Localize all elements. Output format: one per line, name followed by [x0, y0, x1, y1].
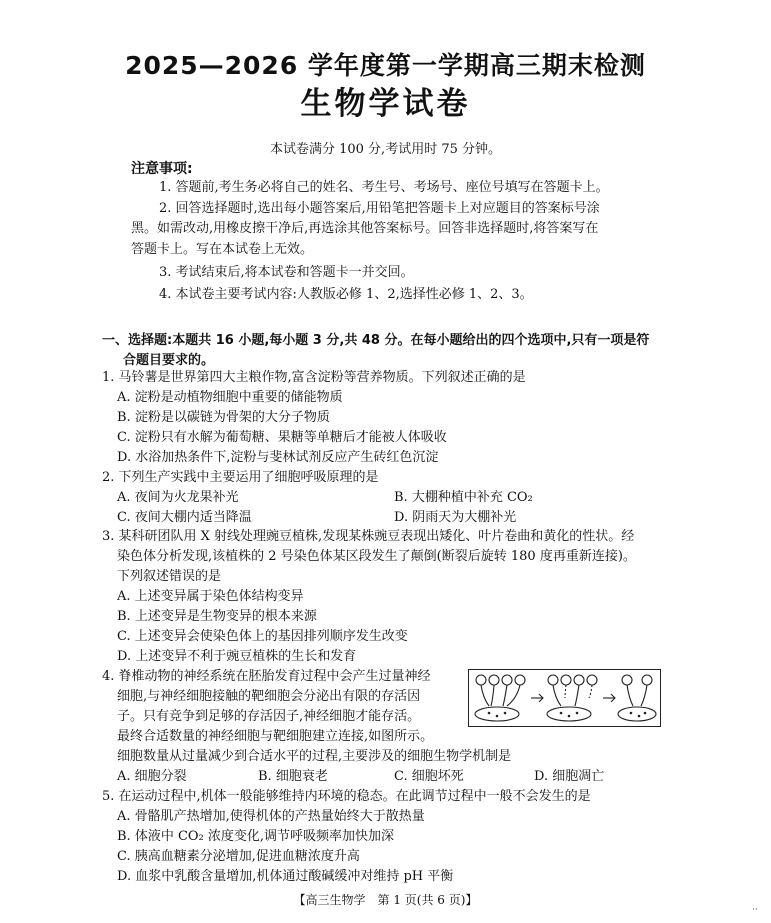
- q3-option-b: B. 上述变异是生物变异的根本来源: [117, 609, 317, 624]
- q1-option-d: D. 水浴加热条件下,淀粉与斐林试剂反应产生砖红色沉淀: [117, 450, 439, 465]
- q3-stem: 3. 某科研团队用 X 射线处理豌豆植株,发现某株豌豆表现出矮化、叶片卷曲和黄化的性状。经: [102, 529, 635, 544]
- section-heading: 一、选择题:本题共 16 小题,每小题 3 分,共 48 分。在每小题给出的四个选项中,只有一项是符: [102, 333, 650, 348]
- q4-stem: 细胞数量从过量减少到合适水平的过程,主要涉及的细胞生物学机制是: [117, 749, 512, 764]
- q1-option-a: A. 淀粉是动植物细胞中重要的储能物质: [117, 390, 343, 405]
- q2-option-c: C. 夜间大棚内适当降温: [117, 510, 252, 525]
- section-heading-cont: 合题目要求的。: [123, 353, 215, 368]
- q4-stem: 4. 脊椎动物的神经系统在胚胎发育过程中会产生过量神经: [102, 669, 431, 684]
- q2-stem: 2. 下列生产实践中主要运用了细胞呼吸原理的是: [102, 470, 379, 485]
- q2-option-a: A. 夜间为火龙果补光: [117, 490, 239, 505]
- q3-option-c: C. 上述变异会使染色体上的基因排列顺序发生改变: [117, 629, 408, 644]
- q4-option-c: C. 细胞坏死: [394, 769, 464, 784]
- page-footer: 【高三生物学 第 1 页(共 6 页)】: [293, 893, 478, 907]
- q2-option-d: D. 阴雨天为大棚补光: [394, 510, 517, 525]
- exam-meta: 本试卷满分 100 分,考试用时 75 分钟。: [269, 142, 502, 157]
- q1-option-b: B. 淀粉是以碳链为骨架的大分子物质: [117, 410, 330, 425]
- q3-stem: 下列叙述错误的是: [117, 569, 222, 584]
- q5-option-b: B. 体液中 CO₂ 浓度变化,调节呼吸频率加快加深: [117, 829, 395, 844]
- q5-stem: 5. 在运动过程中,机体一般能够维持内环境的稳态。在此调节过程中一般不会发生的是: [102, 789, 591, 804]
- exam-title-line1: 2025—2026 学年度第一学期高三期末检测: [125, 51, 646, 80]
- notice-line: 4. 本试卷主要考试内容:人教版必修 1、2,选择性必修 1、2、3。: [159, 287, 533, 302]
- notice-line: 黑。如需改动,用橡皮擦干净后,再选涂其他答案标号。回答非选择题时,将答案写在: [131, 221, 599, 236]
- q4-stem: 细胞,与神经细胞接触的靶细胞会分泌出有限的存活因: [117, 689, 421, 704]
- q5-option-a: A. 骨骼肌产热增加,使得机体的产热量始终大于散热量: [117, 809, 425, 824]
- notice-line: 答题卡上。写在本试卷上无效。: [131, 242, 314, 257]
- notice-line: 1. 答题前,考生务必将自己的姓名、考生号、考场号、座位号填写在答题卡上。: [159, 180, 609, 195]
- notice-line: 2. 回答选择题时,选出每小题答案后,用铅笔把答题卡上对应题目的答案标号涂: [159, 201, 600, 216]
- q4-option-a: A. 细胞分裂: [117, 769, 187, 784]
- q3-option-a: A. 上述变异属于染色体结构变异: [117, 589, 304, 604]
- notice-heading: 注意事项:: [131, 161, 193, 177]
- neuron-survival-figure: [468, 669, 661, 727]
- q5-option-c: C. 胰高血糖素分泌增加,促进血糖浓度升高: [117, 849, 360, 864]
- q4-stem: 最终合适数量的神经细胞与靶细胞建立连接,如图所示。: [117, 729, 434, 744]
- q1-option-c: C. 淀粉只有水解为葡萄糖、果糖等单糖后才能被人体吸收: [117, 430, 447, 445]
- neuron-figure-graphic: [469, 670, 660, 726]
- q4-option-b: B. 细胞衰老: [258, 769, 328, 784]
- notice-line: 3. 考试结束后,将本试卷和答题卡一并交回。: [159, 265, 414, 280]
- q5-option-d: D. 血浆中乳酸含量增加,机体通过酸碱缓冲对维持 pH 平衡: [117, 869, 454, 884]
- q1-stem: 1. 马铃薯是世界第四大主粮作物,富含淀粉等营养物质。下列叙述正确的是: [102, 370, 526, 385]
- corner-mark: ··: [752, 905, 758, 915]
- q3-option-d: D. 上述变异不利于豌豆植株的生长和发育: [117, 649, 357, 664]
- q3-stem: 染色体分析发现,该植株的 2 号染色体某区段发生了颠倒(断裂后旋转 180 度再重新连接)。: [117, 549, 636, 564]
- q4-option-d: D. 细胞凋亡: [534, 769, 605, 784]
- q4-stem: 子。只有竞争到足够的存活因子,神经细胞才能存活。: [117, 709, 421, 724]
- exam-title-line2: 生物学试卷: [300, 86, 471, 122]
- q2-option-b: B. 大棚种植中补充 CO₂: [394, 490, 533, 505]
